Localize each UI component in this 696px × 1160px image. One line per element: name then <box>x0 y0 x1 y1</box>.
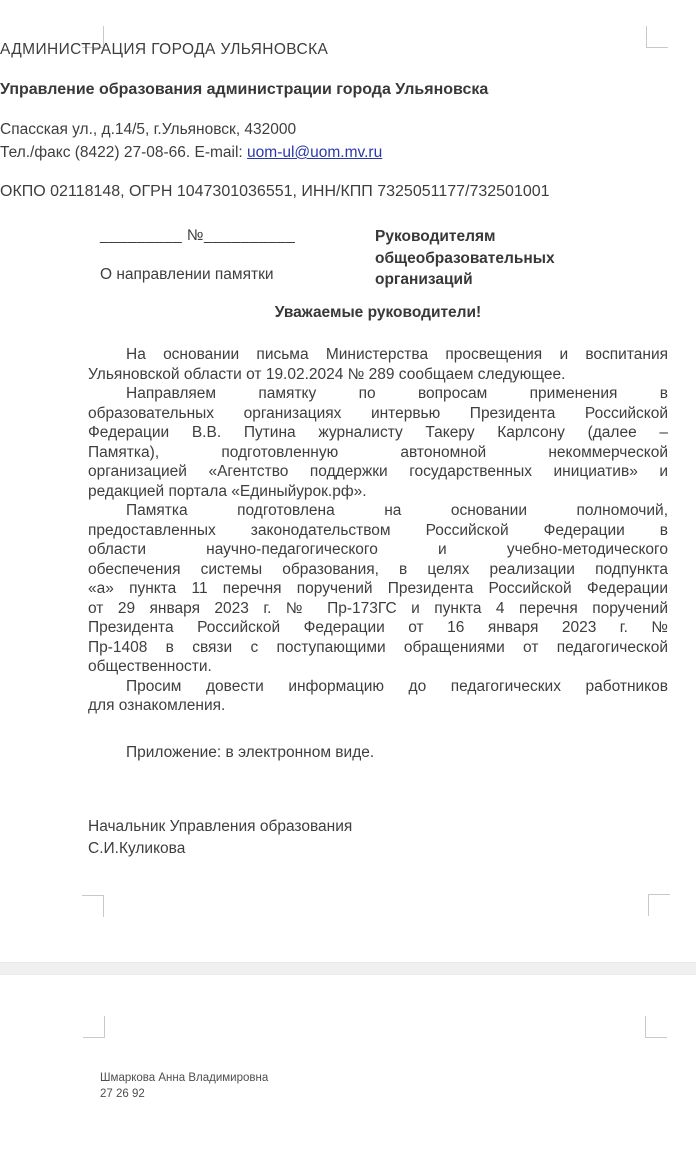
body-line: На основании письма Министерства просвещения и воспитания <box>126 346 668 363</box>
text-boundary-mark-page2-left <box>83 1016 105 1038</box>
body-line: обеспечения системы образования, в целях реализации подпункта <box>88 560 668 578</box>
contact-line <box>0 144 696 162</box>
body-line: Федерации В.В. Путина журналисту Такеру Карлсону (далее – <box>88 424 668 441</box>
body-line: предоставленных законодательством Российской Федерации в <box>88 521 668 539</box>
subject-line: О направлении памятки <box>100 266 274 283</box>
body-line: «а» пункта 11 перечня поручений Президента Российской Федерации <box>88 580 668 597</box>
letter-body <box>88 345 668 716</box>
body-line: организацией «Агентство поддержки государственных инициатив» и <box>88 463 668 480</box>
text-boundary-mark-page2-right <box>645 1016 667 1038</box>
body-line: Памятка), подготовленную автономной некоммерческой <box>88 443 668 461</box>
attachment-line: Приложение: в электронном виде. <box>126 744 375 761</box>
body-line: Памятка подготовлена на основании полномочий, <box>126 502 668 519</box>
addressee-block <box>375 226 630 291</box>
body-line: для ознакомления. <box>88 697 226 714</box>
text-boundary-mark-bottom-right <box>648 894 670 916</box>
signer-name: С.И.Куликова <box>88 839 186 857</box>
executor-block <box>100 1071 268 1102</box>
body-line: общественности. <box>88 658 212 675</box>
date-number-blank-line: _________ №__________ <box>100 227 296 244</box>
body-line: Пр-1408 в связи с поступающими обращениями от педагогической <box>88 638 668 656</box>
body-line: Просим довести информацию до педагогических работников <box>126 677 668 695</box>
body-line: Ульяновской области от 19.02.2024 № 289 сообщаем следующее. <box>88 365 566 383</box>
body-line: Президента Российской Федерации от 16 января 2023 г. № <box>88 619 668 636</box>
department-title: Управление образования администрации города Ульяновска <box>0 81 489 98</box>
organization-title: АДМИНИСТРАЦИЯ ГОРОДА УЛЬЯНОВСКА <box>0 41 329 58</box>
body-line: от 29 января 2023 г. № Пр-173ГС и пункта 4 перечня поручений <box>88 599 668 617</box>
addressee-line: Руководителям <box>375 228 496 245</box>
body-line: Направляем памятку по вопросам применения в <box>126 385 668 402</box>
postal-address: Спасская ул., д.14/5, г.Ульяновск, 432000 <box>0 121 297 138</box>
executor-name: Шмаркова Анна Владимировна <box>100 1072 269 1084</box>
body-line: области научно-педагогического и учебно-методического <box>88 541 668 558</box>
signature-block <box>88 816 352 859</box>
executor-phone: 27 26 92 <box>100 1087 145 1100</box>
phone-fax-label: Тел./факс (8422) 27-08-66. E-mail: <box>0 144 248 161</box>
page-break-separator <box>0 962 696 975</box>
body-line: редакцией портала «Единыйурок.рф». <box>88 482 367 500</box>
text-boundary-mark-bottom-left <box>82 895 104 917</box>
body-line: образовательных организациях интервью Президента Российской <box>88 404 668 422</box>
salutation: Уважаемые руководители! <box>274 304 482 321</box>
addressee-line: общеобразовательных <box>375 249 555 267</box>
registration-codes: ОКПО 02118148, ОГРН 1047301036551, ИНН/КПП 7325051177/732501001 <box>0 183 550 200</box>
email-link[interactable]: uom-ul@uom.mv.ru <box>247 144 383 161</box>
addressee-line: организаций <box>375 271 473 288</box>
signer-position: Начальник Управления образования <box>88 818 353 835</box>
